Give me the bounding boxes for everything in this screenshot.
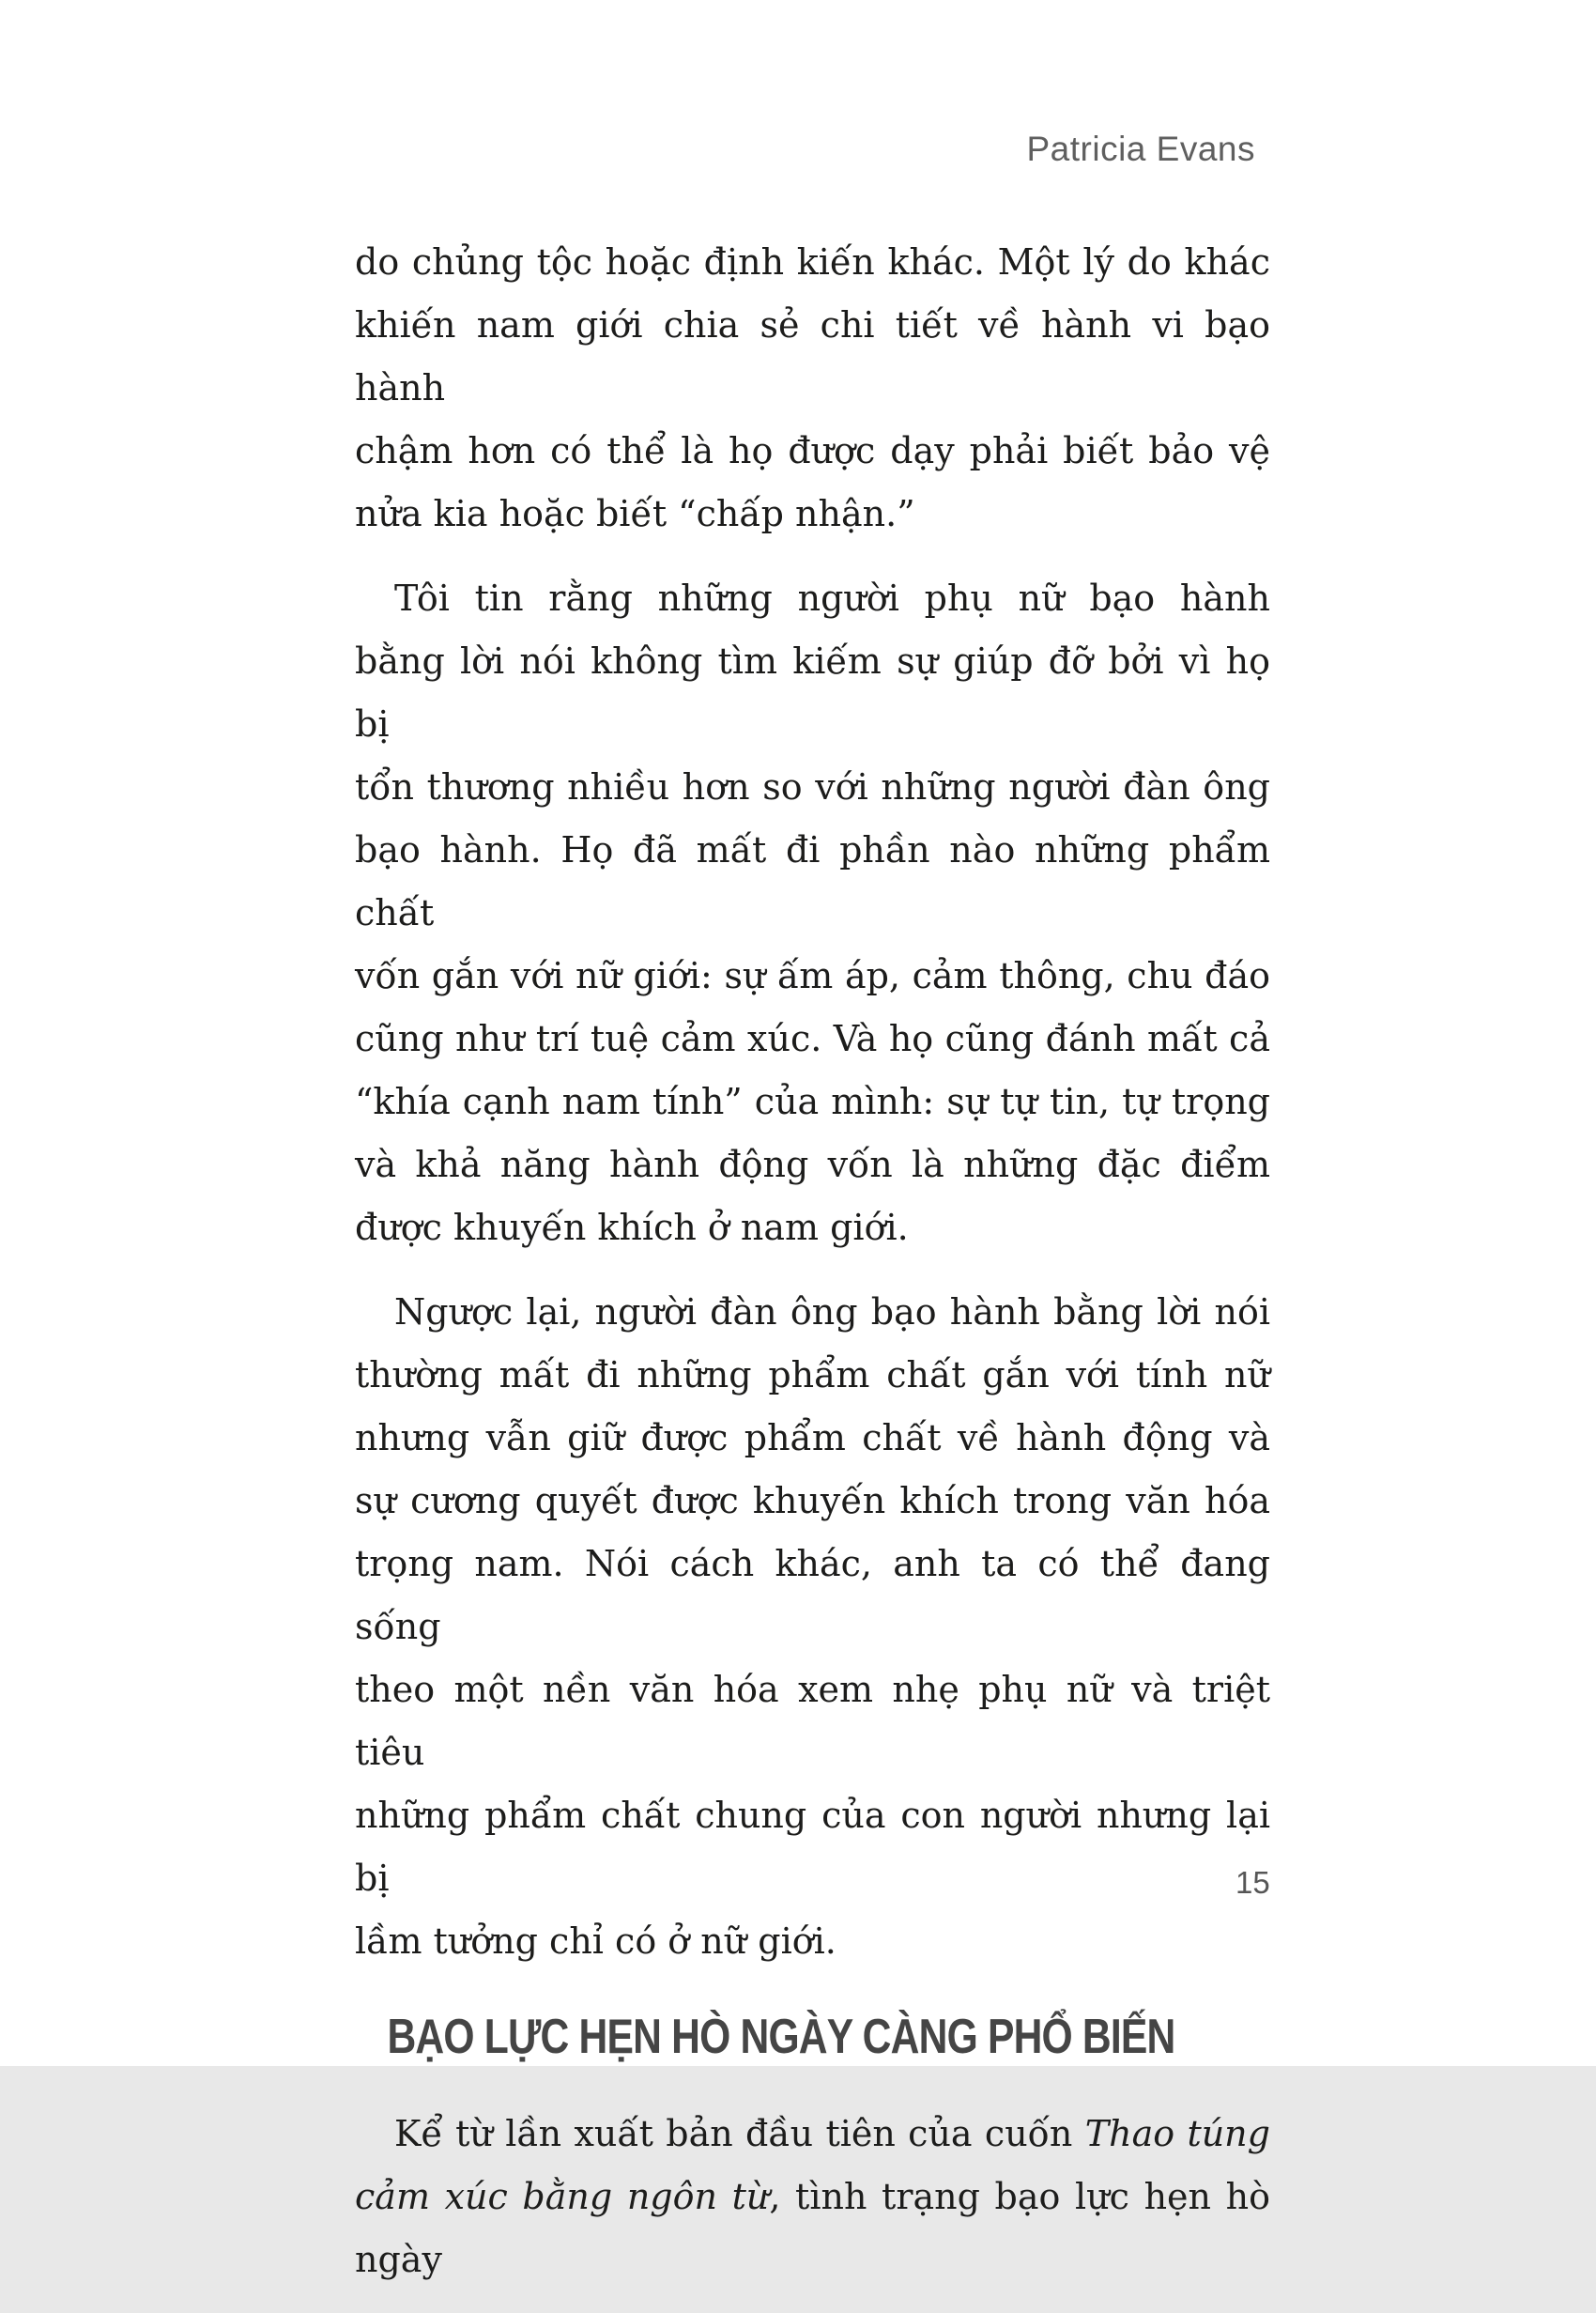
text-line — [355, 1344, 1270, 1407]
text-run: cũng như trí tuệ cảm xúc. Và họ cũng đánh mất cả — [355, 1018, 1270, 1059]
text-line — [355, 231, 1270, 294]
body-paragraph — [355, 567, 1270, 1259]
text-line — [355, 1658, 1270, 1784]
text-line — [355, 1910, 1270, 1973]
running-header: Patricia Evans — [1026, 130, 1255, 168]
text-run: bằng lời nói không tìm kiếm sự giúp đỡ bởi vì họ bị — [355, 640, 1270, 745]
text-line — [355, 756, 1270, 819]
text-run: chậm hơn có thể là họ được dạy phải biết bảo vệ — [355, 430, 1270, 471]
text-line — [355, 1133, 1270, 1196]
body-paragraph — [355, 1281, 1270, 1973]
text-line — [355, 2103, 1270, 2166]
text-line — [355, 819, 1270, 945]
text-run: thường mất đi những phẩm chất gắn với tính nữ — [355, 1354, 1270, 1396]
text-line — [355, 567, 1270, 630]
text-line — [355, 1533, 1270, 1658]
text-run: do chủng tộc hoặc định kiến khác. Một lý do khác — [355, 241, 1270, 283]
text-line — [355, 1281, 1270, 1344]
text-run: nửa kia hoặc biết “chấp nhận.” — [355, 493, 915, 534]
text-run: vốn gắn với nữ giới: sự ấm áp, cảm thông, chu đáo — [355, 955, 1270, 996]
text-line — [355, 630, 1270, 756]
text-run: tổn thương nhiều hơn so với những người đàn ông — [355, 766, 1270, 808]
text-line — [355, 294, 1270, 420]
text-run: lầm tưởng chỉ có ở nữ giới. — [355, 1920, 836, 1962]
text-run: Ngược lại, người đàn ông bạo hành bằng lời nói — [394, 1291, 1270, 1333]
text-run: “khía cạnh nam tính” của mình: sự tự tin, tự trọng — [355, 1081, 1270, 1122]
text-run: Kể từ lần xuất bản đầu tiên của cuốn — [394, 2113, 1085, 2154]
text-line — [355, 420, 1270, 483]
text-run: Tôi tin rằng những người phụ nữ bạo hành — [394, 578, 1270, 619]
text-line — [355, 945, 1270, 1008]
text-line — [355, 2166, 1270, 2291]
text-run: bạo hành. Họ đã mất đi phần nào những phẩm chất — [355, 829, 1270, 933]
text-run: nhưng vẫn giữ được phẩm chất về hành động và — [355, 1417, 1270, 1458]
text-run: và khả năng hành động vốn là những đặc điểm — [355, 1144, 1270, 1185]
text-run: theo một nền văn hóa xem nhẹ phụ nữ và triệt tiêu — [355, 1669, 1270, 1773]
text-run: , tình trạng bạo lực hẹn hò ngày — [355, 2176, 1270, 2280]
text-line — [355, 1071, 1270, 1133]
page-number: 15 — [1235, 1865, 1270, 1900]
text-run: khiến nam giới chia sẻ chi tiết về hành vi bạo hành — [355, 304, 1270, 409]
text-line — [355, 1008, 1270, 1071]
text-run: sự cương quyết được khuyến khích trong văn hóa — [355, 1480, 1270, 1521]
book-title-italic: cảm xúc bằng ngôn từ — [355, 2176, 770, 2217]
text-line — [355, 1407, 1270, 1470]
text-line — [355, 1784, 1270, 1910]
text-run: những phẩm chất chung của con người nhưng lại bị — [355, 1795, 1270, 1899]
text-run: trọng nam. Nói cách khác, anh ta có thể đang sống — [355, 1543, 1270, 1647]
section-heading: BẠO LỰC HẸN HÒ NGÀY CÀNG PHỔ BIẾN — [387, 2010, 1175, 2064]
body-paragraph — [355, 2103, 1270, 2291]
text-block — [355, 231, 1270, 2313]
text-line — [355, 1196, 1270, 1259]
body-paragraph — [355, 231, 1270, 546]
text-line — [355, 1470, 1270, 1533]
text-line — [355, 483, 1270, 546]
book-title-italic: Thao túng — [1084, 2113, 1270, 2154]
text-run: được khuyến khích ở nam giới. — [355, 1207, 909, 1248]
